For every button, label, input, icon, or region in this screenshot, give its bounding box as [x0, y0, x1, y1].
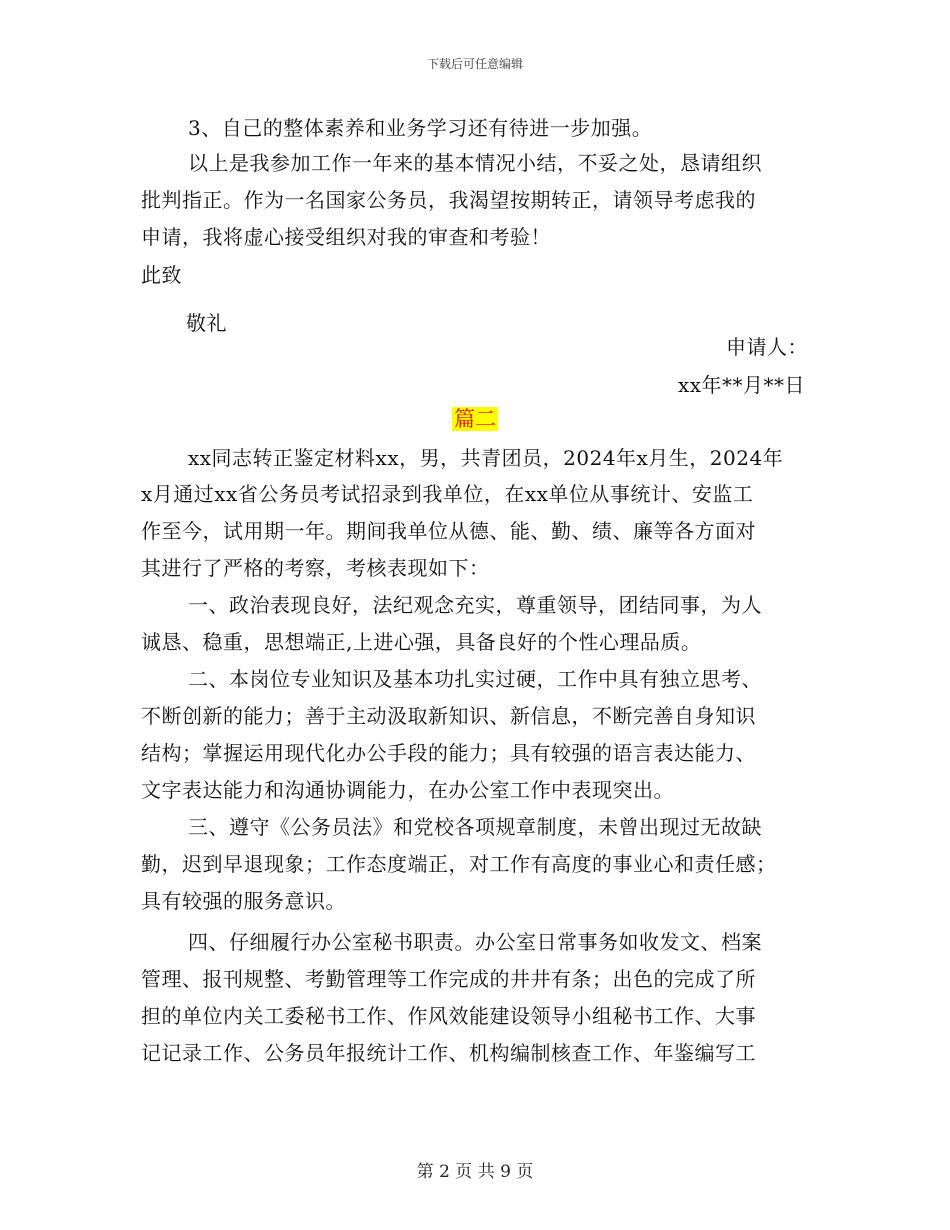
paragraph-line: 结构；掌握运用现代化办公手段的能力；具有较强的语言表达能力、: [141, 741, 756, 765]
paragraph-line: 作至今，试用期一年。期间我单位从德、能、勤、绩、廉等各方面对: [141, 519, 756, 543]
paragraph-line: 文字表达能力和沟通协调能力，在办公室工作中表现突出。: [141, 778, 674, 802]
paragraph-line: 勤，迟到早退现象；工作态度端正，对工作有高度的事业心和责任感；: [141, 852, 777, 876]
paragraph-line: 诚恳、稳重，思想端正,上进心强，具备良好的个性心理品质。: [141, 630, 702, 654]
paragraph-line: x月通过xx省公务员考试招录到我单位，在xx单位从事统计、安监工: [141, 482, 754, 506]
paragraph-line: 具有较强的服务意识。: [141, 889, 346, 913]
paragraph-line: 记记录工作、公务员年报统计工作、机构编制核查工作、年鉴编写工: [141, 1041, 756, 1065]
paragraph-line: 以上是我参加工作一年来的基本情况小结，不妥之处，恳请组织: [188, 151, 762, 175]
signature-date: xx年**月**日: [678, 373, 806, 397]
paragraph-line: 批判指正。作为一名国家公务员，我渴望按期转正，请领导考虑我的: [141, 188, 756, 212]
paragraph-line: 3、自己的整体素养和业务学习还有待进一步加强。: [188, 116, 653, 140]
closing-regards: 敬礼: [186, 311, 227, 335]
paragraph-line: xx同志转正鉴定材料xx，男，共青团员，2024年x月生，2024年: [188, 446, 784, 470]
header-note: 下载后可任意编辑: [426, 57, 523, 71]
paragraph-line: 一、政治表现良好，法纪观念充实，尊重领导，团结同事，为人: [188, 593, 762, 617]
page-number-footer: 第 2 页 共 9 页: [416, 1162, 534, 1182]
paragraph-line: 三、遵守《公务员法》和党校各项规章制度，未曾出现过无故缺: [188, 815, 762, 839]
closing-salutation: 此致: [141, 263, 182, 287]
paragraph-line: 申请，我将虚心接受组织对我的审查和考验！: [141, 225, 551, 249]
signature-applicant: 申请人：: [726, 335, 808, 359]
paragraph-line: 其进行了严格的考察，考核表现如下：: [141, 556, 490, 580]
paragraph-line: 四、仔细履行办公室秘书职责。办公室日常事务如收发文、档案: [188, 930, 762, 954]
paragraph-line: 二、本岗位专业知识及基本功扎实过硬，工作中具有独立思考、: [188, 667, 762, 691]
section-title-text: 篇二: [454, 407, 496, 431]
paragraph-line: 担的单位内关工委秘书工作、作风效能建设领导小组秘书工作、大事: [141, 1004, 756, 1028]
paragraph-line: 不断创新的能力；善于主动汲取新知识、新信息，不断完善自身知识: [141, 704, 756, 728]
section-title: [0, 405, 950, 433]
paragraph-line: 管理、报刊规整、考勤管理等工作完成的井井有条；出色的完成了所: [141, 967, 756, 991]
